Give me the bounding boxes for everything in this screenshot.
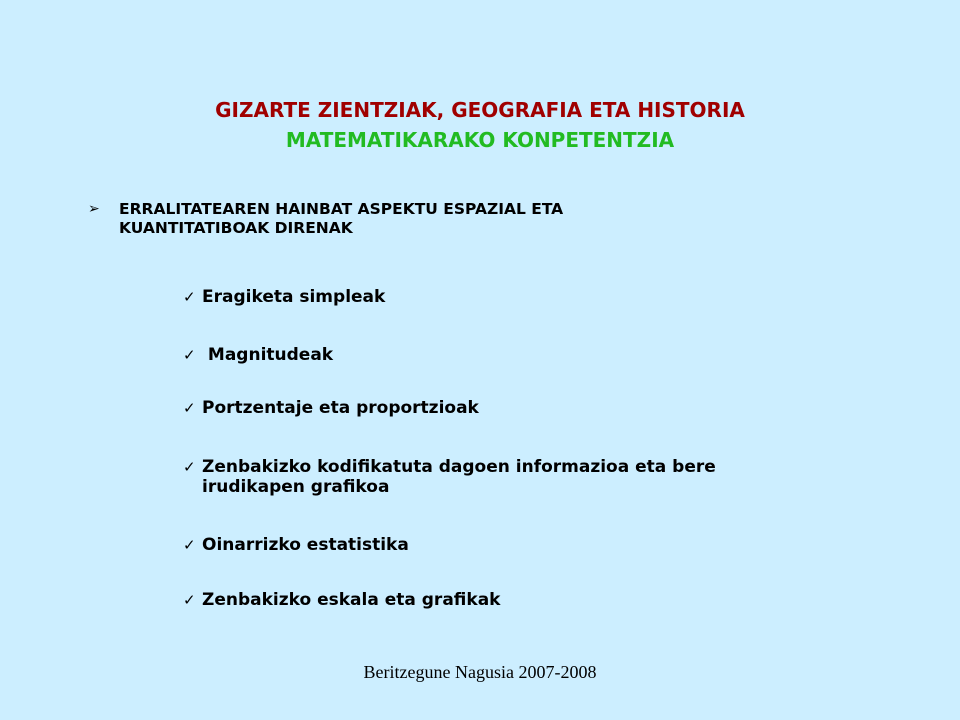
list-item-text: Zenbakizko kodifikatuta dagoen informazioa eta bere irudikapen grafikoa — [202, 457, 716, 497]
list-item-text: Oinarrizko estatistika — [202, 535, 409, 555]
list-item — [183, 345, 783, 365]
check-icon: ✓ — [183, 288, 196, 306]
check-icon: ✓ — [183, 346, 196, 364]
list-item — [183, 398, 783, 418]
list-item — [183, 287, 783, 307]
list-item-text: Zenbakizko eskala eta grafikak — [202, 590, 501, 610]
main-bullet-item — [88, 200, 708, 238]
check-icon: ✓ — [183, 536, 196, 554]
slide-footer: Beritzegune Nagusia 2007-2008 — [363, 662, 597, 682]
check-icon: ✓ — [183, 399, 196, 417]
list-item-text: Portzentaje eta proportzioak — [202, 398, 479, 418]
list-item — [183, 535, 783, 555]
arrow-bullet-icon: ➢ — [88, 201, 100, 217]
main-bullet-text: ERRALITATEAREN HAINBAT ASPEKTU ESPAZIAL ETA KUANTITATIBOAK DIRENAK — [119, 200, 564, 237]
list-item-text: Eragiketa simpleak — [202, 287, 386, 307]
slide-title: GIZARTE ZIENTZIAK, GEOGRAFIA ETA HISTORIA — [215, 98, 745, 122]
list-item-text: Magnitudeak — [202, 345, 334, 365]
list-item — [183, 590, 783, 610]
check-icon: ✓ — [183, 458, 196, 476]
slide-subtitle: MATEMATIKARAKO KONPETENTZIA — [285, 128, 675, 152]
list-item — [183, 457, 783, 497]
check-icon: ✓ — [183, 591, 196, 609]
